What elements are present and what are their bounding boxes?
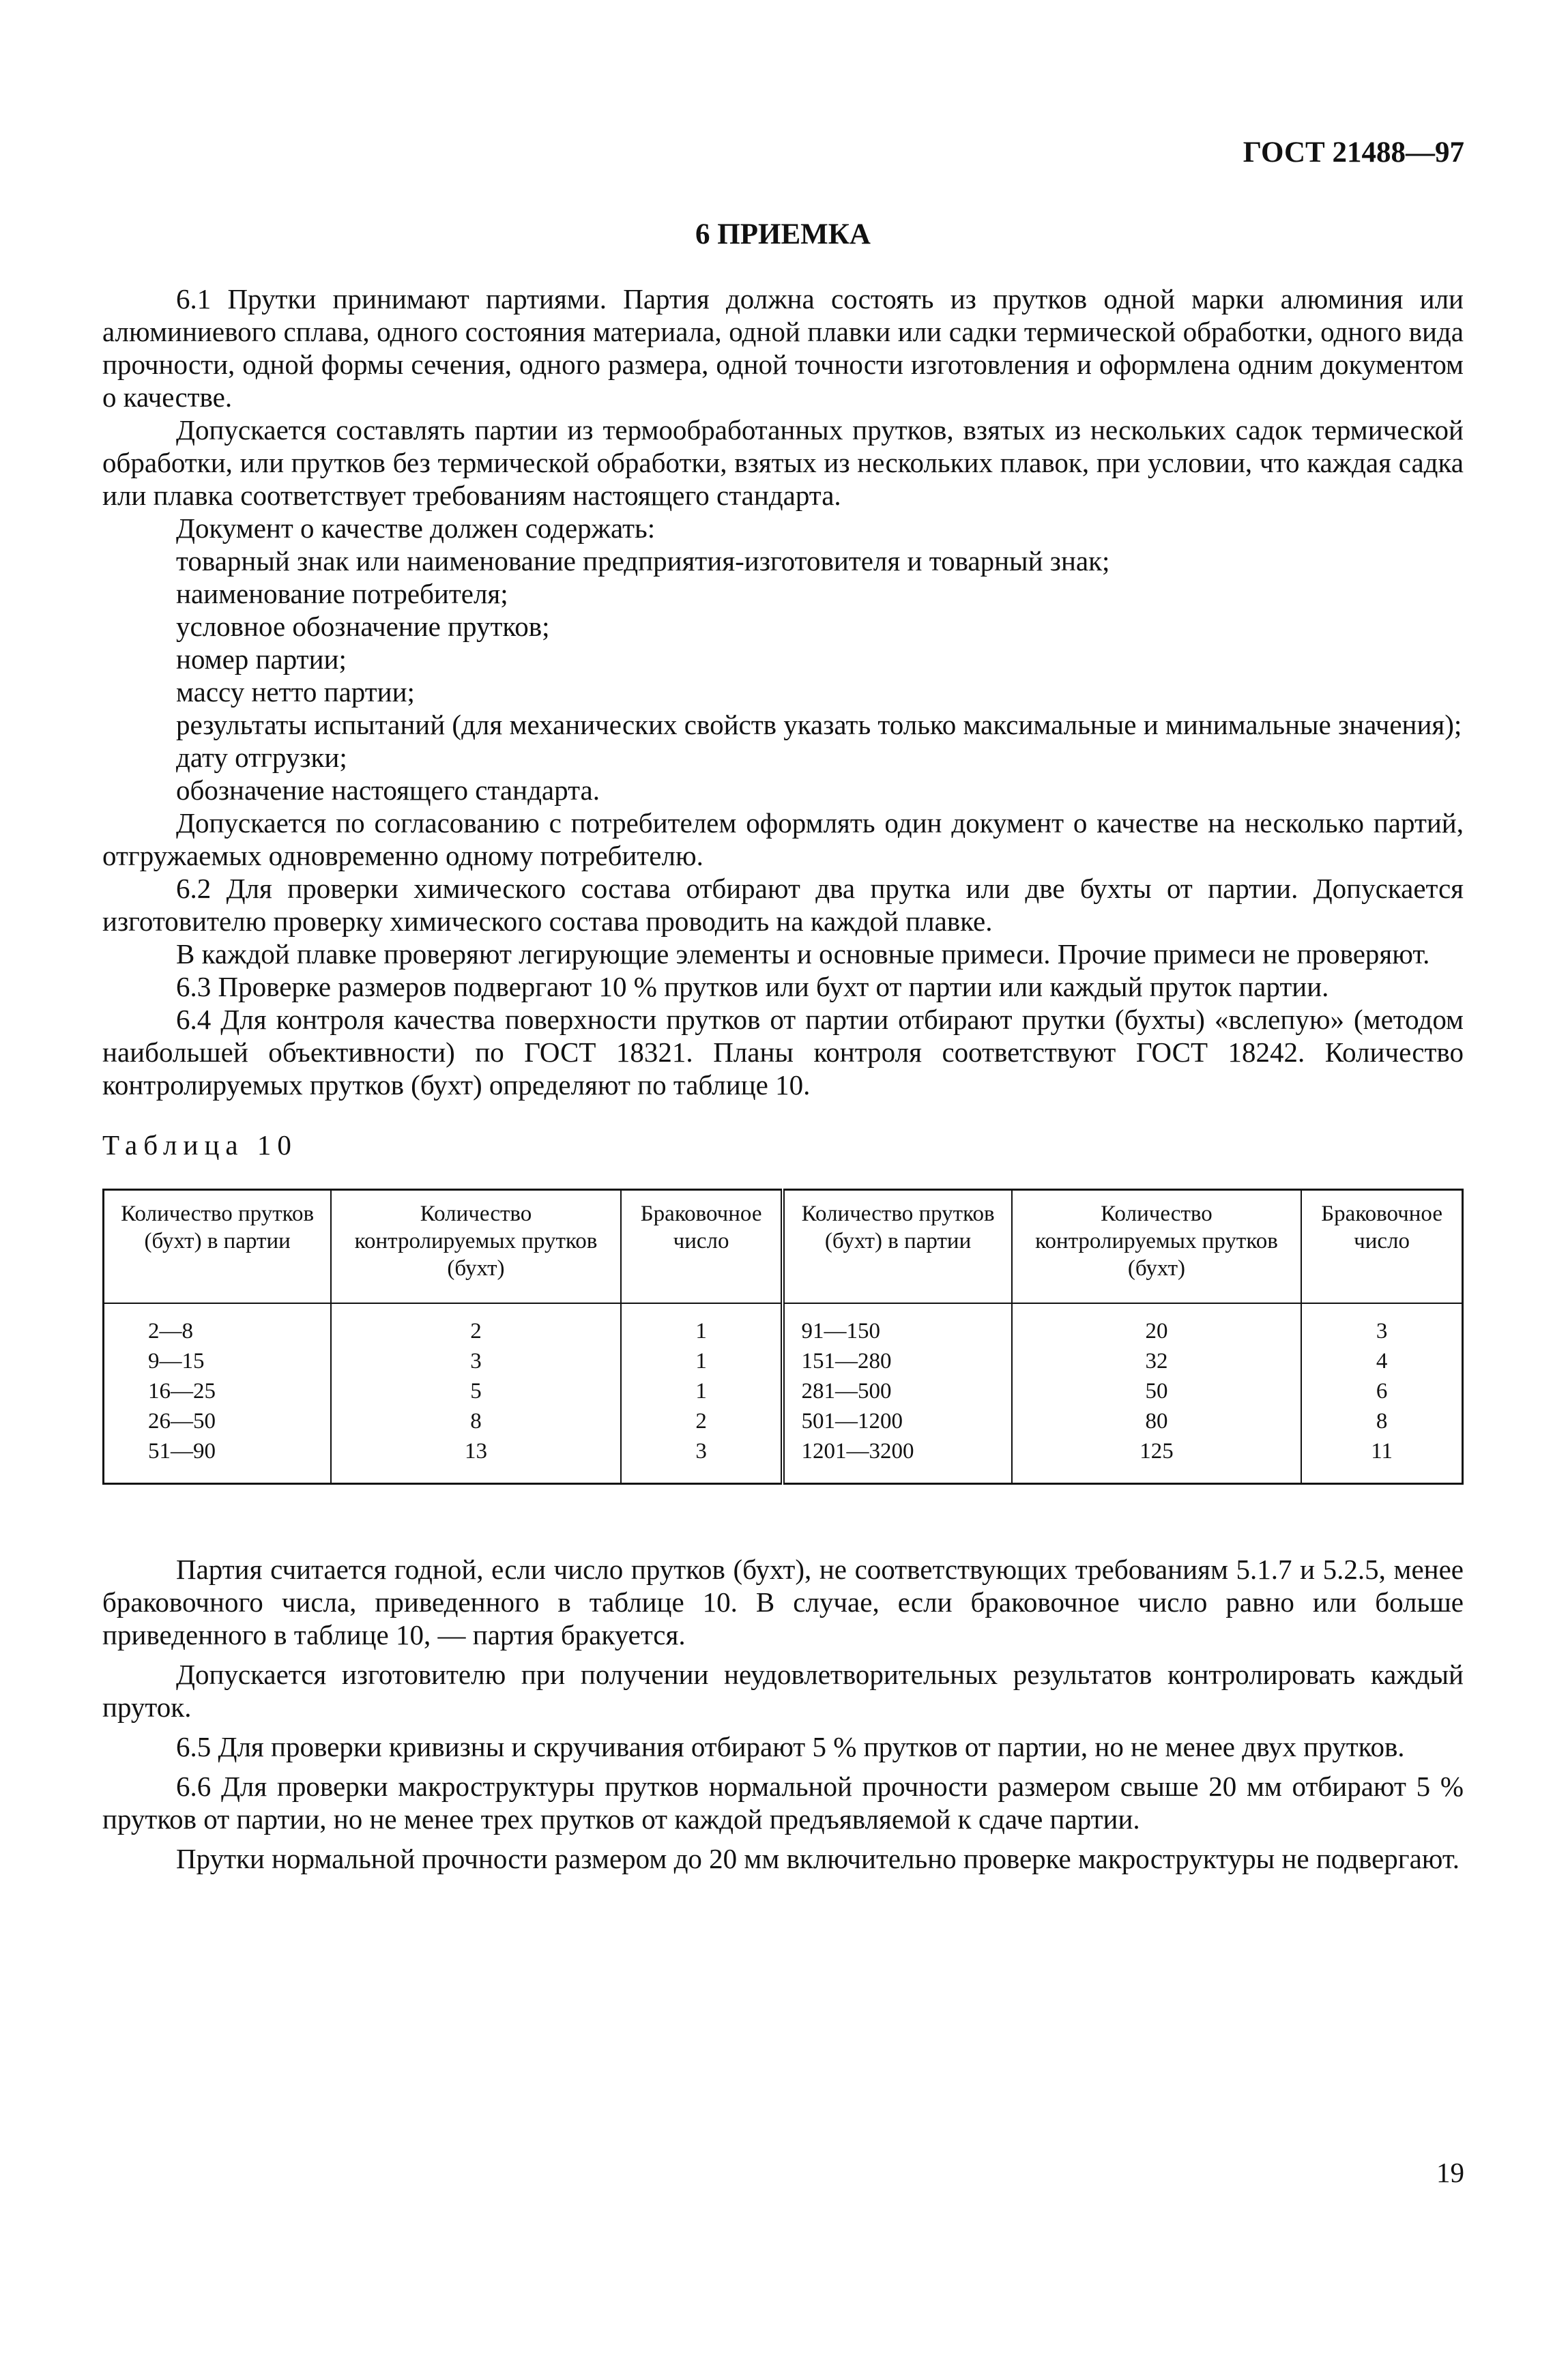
- table-row: [104, 1376, 1463, 1406]
- content: [102, 218, 1464, 1882]
- table-header-cell: Количество контролируемых прутков (бухт): [1012, 1190, 1302, 1304]
- paragraph: Документ о качестве должен содержать:: [176, 512, 656, 544]
- table-caption: Таблица 10: [102, 1129, 297, 1161]
- table-cell: 8: [331, 1406, 621, 1436]
- paragraph: В каждой плавке проверяют легирующие элементы и основные примеси. Прочие примеси не проверяют.: [176, 938, 1430, 970]
- table-cell: 3: [331, 1346, 621, 1376]
- list-item: массу нетто партии;: [176, 676, 415, 708]
- table-cell: 1: [621, 1346, 783, 1376]
- list-item: обозначение настоящего стандарта.: [176, 774, 600, 806]
- table-row: [104, 1406, 1463, 1436]
- table-cell: 26—50: [104, 1406, 332, 1436]
- paragraph: 6.2 Для проверки химического состава отбирают два прутка или две бухты от партии. Допускается изготовителю проверку химического состава проводить на каждой плавке.: [102, 873, 1464, 937]
- table-cell: 2: [621, 1406, 783, 1436]
- table-cell: 32: [1012, 1346, 1302, 1376]
- table-cell: 50: [1012, 1376, 1302, 1406]
- paragraph: 6.3 Проверке размеров подвергают 10 % прутков или бухт от партии или каждый пруток партии.: [176, 971, 1329, 1002]
- table-cell: 125: [1012, 1436, 1302, 1484]
- list-item: номер партии;: [176, 643, 347, 675]
- list-item: результаты испытаний (для механических свойств указать только максимальные и минимальные значения);: [176, 709, 1462, 740]
- table-header-cell: Количество контролируемых прутков (бухт): [331, 1190, 621, 1304]
- paragraph: Допускается составлять партии из термообработанных прутков, взятых из нескольких садок термической обработки, или прутков без термической обработки, взятых из нескольких плавок, при условии, что каждая садка или плавка соответствует требованиям настоящего стандарта.: [102, 414, 1464, 511]
- paragraph: 6.1 Прутки принимают партиями. Партия должна состоять из прутков одной марки алюминия или алюминиевого сплава, одного состояния материала, одной плавки или садки термической обработки, одного вида прочности, одной формы сечения, одного размера, одной точности изготовления и оформлена одним документом о качестве.: [102, 283, 1464, 413]
- table-cell: 6: [1301, 1376, 1462, 1406]
- table-header-cell: Количество прутков (бухт) в партии: [783, 1190, 1011, 1304]
- table-cell: 9—15: [104, 1346, 332, 1376]
- document-id: ГОСТ 21488—97: [1243, 136, 1464, 169]
- table-cell: 8: [1301, 1406, 1462, 1436]
- list-item: условное обозначение прутков;: [176, 611, 550, 642]
- data-table: [102, 1189, 1464, 1485]
- table-header-cell: Количество прутков (бухт) в партии: [104, 1190, 332, 1304]
- table-cell: 4: [1301, 1346, 1462, 1376]
- list-item: товарный знак или наименование предприятия-изготовителя и товарный знак;: [176, 545, 1110, 577]
- section-title: 6 ПРИЕМКА: [695, 218, 871, 250]
- table-cell: 16—25: [104, 1376, 332, 1406]
- table-cell: 2—8: [104, 1303, 332, 1346]
- table-cell: 151—280: [783, 1346, 1011, 1376]
- table-cell: 91—150: [783, 1303, 1011, 1346]
- paragraph: Прутки нормальной прочности размером до 20 мм включительно проверке макроструктуры не подвергают.: [176, 1843, 1460, 1874]
- list-item: дату отгрузки;: [176, 742, 347, 773]
- table-header-cell: Браковочное число: [621, 1190, 783, 1304]
- paragraph: Партия считается годной, если число прутков (бухт), не соответствующих требованиям 5.1.7 и 5.2.5, менее браковочного числа, приведенного в таблице 10. В случае, если браковочное число равно или больше приведенного в таблице 10, — партия бракуется.: [102, 1554, 1464, 1651]
- paragraph: Допускается изготовителю при получении неудовлетворительных результатов контролировать каждый пруток.: [102, 1659, 1464, 1723]
- table-row: [104, 1303, 1463, 1346]
- paragraph: 6.5 Для проверки кривизны и скручивания отбирают 5 % прутков от партии, но не менее двух прутков.: [176, 1731, 1405, 1762]
- table-row: [104, 1436, 1463, 1484]
- table-header-cell: Браковочное число: [1301, 1190, 1462, 1304]
- paragraph: 6.6 Для проверки макроструктуры прутков нормальной прочности размером свыше 20 мм отбирают 5 % прутков от партии, но не менее трех прутков от каждой предъявляемой к сдаче партии.: [102, 1771, 1464, 1835]
- table-cell: 3: [1301, 1303, 1462, 1346]
- table-cell: 13: [331, 1436, 621, 1484]
- table-cell: 20: [1012, 1303, 1302, 1346]
- table-row: [104, 1346, 1463, 1376]
- table-cell: 281—500: [783, 1376, 1011, 1406]
- table-cell: 1: [621, 1376, 783, 1406]
- table-cell: 3: [621, 1436, 783, 1484]
- table-cell: 80: [1012, 1406, 1302, 1436]
- paragraph: Допускается по согласованию с потребителем оформлять один документ о качестве на несколько партий, отгружаемых одновременно одному потребителю.: [102, 807, 1464, 871]
- table-cell: 501—1200: [783, 1406, 1011, 1436]
- page-number: 19: [1436, 2157, 1464, 2188]
- table-cell: 1: [621, 1303, 783, 1346]
- table-cell: 11: [1301, 1436, 1462, 1484]
- table-cell: 51—90: [104, 1436, 332, 1484]
- table-cell: 2: [331, 1303, 621, 1346]
- table-cell: 5: [331, 1376, 621, 1406]
- paragraph: 6.4 Для контроля качества поверхности прутков от партии отбирают прутки (бухты) «вслепую» (методом наибольшей объективности) по ГОСТ 18321. Планы контроля соответствуют ГОСТ 18242. Количество контролируемых прутков (бухт) определяют по таблице 10.: [102, 1004, 1464, 1101]
- list-item: наименование потребителя;: [176, 578, 508, 609]
- table-header-row: [104, 1190, 1463, 1304]
- table-cell: 1201—3200: [783, 1436, 1011, 1484]
